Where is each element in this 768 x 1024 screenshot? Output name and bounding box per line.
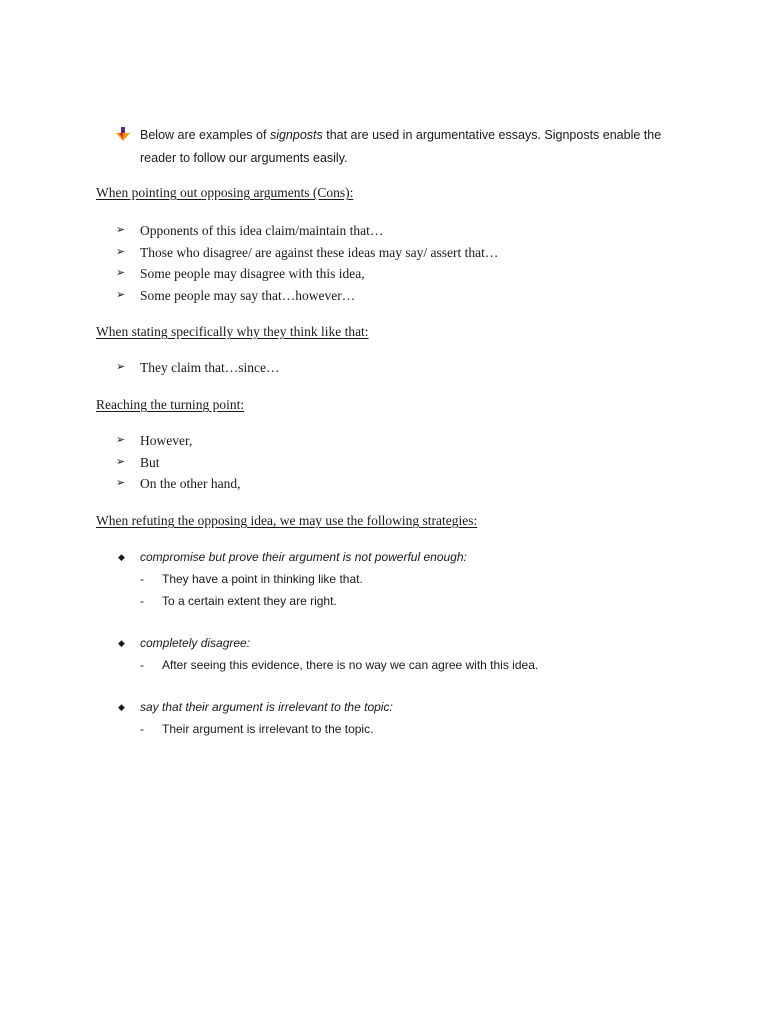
heading-opposing-arguments: When pointing out opposing arguments (Cons): <box>96 185 354 200</box>
list-item: - To a certain extent they are right. <box>140 594 337 608</box>
list-item: ➢ On the other hand, <box>116 473 240 495</box>
strategy-points <box>118 718 393 740</box>
strategy-title: say that their argument is irrelevant to the topic: <box>140 700 393 714</box>
strategy-title: completely disagree: <box>140 636 251 650</box>
turning-point-list <box>116 430 240 495</box>
bullet-dot-icon: ◆ <box>118 702 125 712</box>
arrow-bullet-icon: ➢ <box>116 224 126 236</box>
bullet-dot-icon: ◆ <box>118 552 125 562</box>
list-item: ➢ However, <box>116 430 240 452</box>
list-item: - Their argument is irrelevant to the topic. <box>140 722 374 736</box>
list-item: ➢ Some people may say that…however… <box>116 285 498 307</box>
why-they-think-list <box>116 357 279 379</box>
arrow-bullet-icon: ➢ <box>116 267 126 279</box>
arrow-bullet-icon: ➢ <box>116 434 126 446</box>
strategy-title: compromise but prove their argument is not powerful enough: <box>140 550 467 564</box>
down-arrow-bullet-icon <box>116 127 130 141</box>
list-item: ➢ Some people may disagree with this idea, <box>116 263 498 285</box>
intro-paragraph <box>116 124 676 170</box>
list-item: ➢ Those who disagree/ are against these ideas may say/ assert that… <box>116 242 498 264</box>
arrow-bullet-icon: ➢ <box>116 361 126 373</box>
list-item: ➢ Opponents of this idea claim/maintain that… <box>116 220 498 242</box>
strategy-points <box>118 568 467 612</box>
arrow-bullet-icon: ➢ <box>116 245 126 258</box>
strategy-irrelevant <box>118 700 393 740</box>
list-item: - They have a point in thinking like that. <box>140 572 363 586</box>
heading-why-they-think: When stating specifically why they think like that: <box>96 324 369 339</box>
arrow-bullet-icon: ➢ <box>116 477 126 489</box>
heading-turning-point: Reaching the turning point: <box>96 397 245 412</box>
list-item: - After seeing this evidence, there is no way we can agree with this idea. <box>140 658 539 672</box>
strategy-disagree <box>118 636 538 676</box>
intro-text: Below are examples of signposts that are used in argumentative essays. Signposts enable the reader to follow our arguments easily. <box>140 128 662 165</box>
list-item: ➢ They claim that…since… <box>116 357 279 379</box>
strategy-points <box>118 654 538 676</box>
opposing-arguments-list <box>116 220 498 306</box>
arrow-bullet-icon: ➢ <box>116 288 126 301</box>
arrow-bullet-icon: ➢ <box>116 455 126 468</box>
list-item: ➢ But <box>116 452 240 474</box>
strategy-compromise <box>118 550 467 612</box>
heading-refuting-strategies: When refuting the opposing idea, we may use the following strategies: <box>96 513 478 528</box>
intro-emphasis: signposts <box>269 128 323 142</box>
bullet-dot-icon: ◆ <box>118 638 125 648</box>
